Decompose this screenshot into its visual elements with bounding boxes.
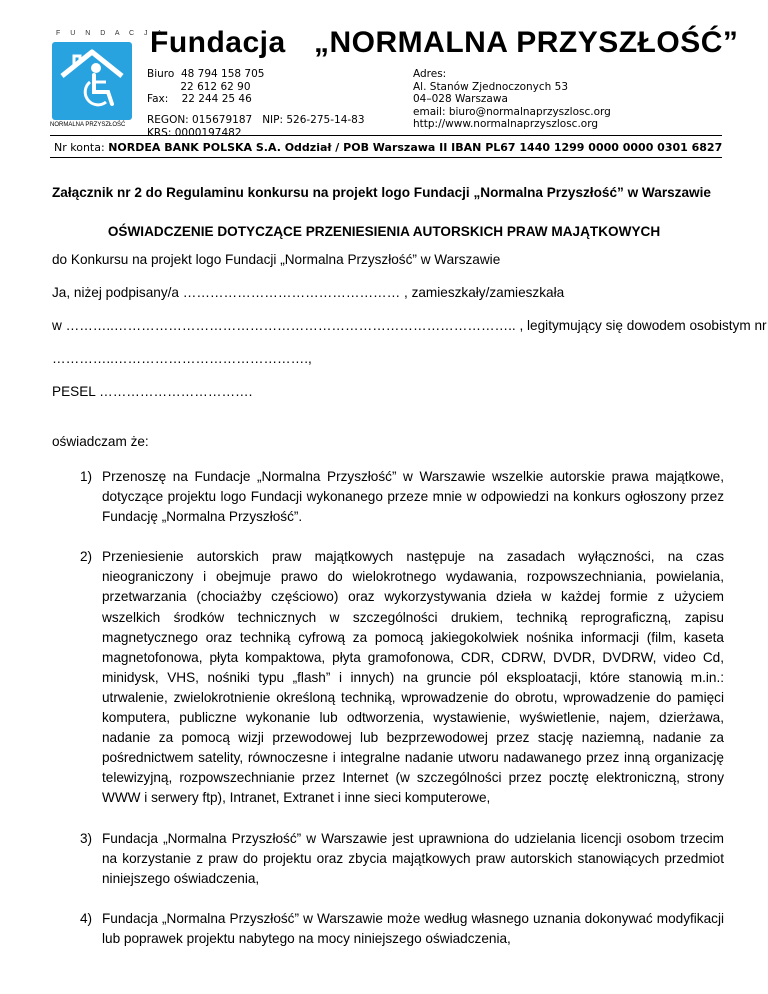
list-item bbox=[52, 547, 724, 808]
name-line: Ja, niżej podpisany/a ………………………………………… , zamieszkały/zamieszkała bbox=[52, 285, 565, 300]
address-block: Adres: Al. Stanów Zjednoczonych 53 04–028 Warszawa email: biuro@normalnaprzyszlosc.org http://www.normalnaprzyszlosc.org bbox=[413, 68, 611, 131]
list-item-text: Przeniesienie autorskich praw majątkowych następuje na zasadach wyłączności, na czas nieograniczony i obejmuje prawo do wielokrotnego wydawania, rozpowszechniania, powielania, przetwarzania (chociażby częściowo) oraz wykorzystywania dzieła w każdej formie z użyciem wszelkich środków technicznych w szczególności drukiem, techniką reprograficzną, zapisu magnetycznego oraz techniką cyfrową za pomocą jakiegokolwiek nośnika informacji (film, kaseta magnetofonowa, płyta kompaktowa, płyta gramofonowa, CDR, CDRW, DVDR, DVDRW, video Cd, minidysk, VHS, nośniki typu „flash” i innych) na gruncie pól eksploatacji, które stanowią m.in.: utrwalenie, zwielokrotnienie określoną techniką, wprowadzenie do obrotu, wprowadzenie do pamięci komputera, publiczne wykonanie lub odtworzenia, wystawienie, wyświetlenie, najem, dzierżawa, nadanie za pomocą wizji przewodowej lub bezprzewodowej przez stację naziemną, nadanie za pośrednictwem satelity, równoczesne i integralne nadanie utworu nadawanego przez inną organizację telewizyjną, rozpowszechnianie przez Internet (w szczególności przez pocztę elektroniczną, strony WWW i serwery ftp), Intranet, Extranet i inne sieci komputerowe, bbox=[102, 549, 724, 806]
logo-wheelchair-icon bbox=[52, 42, 132, 120]
bank-value: NORDEA BANK POLSKA S.A. Oddział / POB Warszawa II IBAN PL67 1440 1299 0000 0000 0301 6827 bbox=[108, 141, 723, 154]
list-item bbox=[52, 909, 724, 949]
attachment-title: Załącznik nr 2 do Regulaminu konkursu na projekt logo Fundacji „Normalna Przyszłość” w Warszawie bbox=[52, 185, 711, 200]
declaration-list bbox=[52, 467, 724, 949]
list-item-text: Przenoszę na Fundacje „Normalna Przyszłość” w Warszawie wszelkie autorskie prawa majątkowe, dotyczące projektu logo Fundacji wykonanego przeze mnie w odpowiedzi na konkurs ogłoszony przez Fundację „Normalna Przyszłość”. bbox=[102, 469, 724, 525]
list-item-number: 1) bbox=[80, 469, 93, 484]
document-heading: OŚWIADCZENIE DOTYCZĄCE PRZENIESIENIA AUTORSKICH PRAW MAJĄTKOWYCH bbox=[107, 224, 661, 239]
document-subheading: do Konkursu na projekt logo Fundacji „Normalna Przyszłość” w Warszawie bbox=[52, 252, 501, 267]
list-item-number: 3) bbox=[80, 830, 93, 846]
title-part2: „NORMALNA PRZYSZŁOŚĆ” bbox=[314, 26, 739, 59]
bank-label: Nr konta: bbox=[54, 141, 105, 154]
header-divider-top bbox=[50, 135, 722, 136]
logo-caption: NORMALNA PRZYSZŁOŚĆ bbox=[50, 122, 126, 128]
phone-numbers: Biuro 48 794 158 705 22 612 62 90 Fax: 22 244 25 46 bbox=[147, 68, 265, 106]
header-divider-bottom bbox=[50, 157, 722, 158]
address-line: w ………..…………………………………………………………………………….. , legitymujący się dowodem osobistym nr bbox=[52, 318, 767, 333]
list-item-text: Fundacja „Normalna Przyszłość” w Warszawie może według własnego uznania dokonywać modyfikacji lub poprawek projektu nabytego na mocy niniejszego oświadczenia, bbox=[102, 910, 724, 946]
title-part1: Fundacja bbox=[150, 26, 286, 59]
logo-top-text: F U N D A C J A bbox=[56, 30, 166, 37]
list-item-text: Fundacja „Normalna Przyszłość” w Warszawie jest uprawniona do udzielania licencji osobom trzecim na korzystanie z praw do projektu oraz zbycia majątkowych praw autorskich stanowiących przedmiot niniejszego oświadczenia, bbox=[102, 830, 724, 886]
list-item bbox=[52, 829, 724, 889]
declaration-intro: oświadczam że: bbox=[52, 434, 149, 449]
list-item-number: 2) bbox=[80, 549, 93, 565]
registry-numbers: REGON: 015679187 NIP: 526-275-14-83 KRS: 0000197482 bbox=[147, 114, 365, 139]
bank-account bbox=[54, 141, 722, 154]
list-item-number: 4) bbox=[80, 910, 93, 926]
foundation-title bbox=[150, 26, 739, 60]
pesel-line: PESEL ……………………………. bbox=[52, 384, 253, 399]
id-line: …………..……………………………………., bbox=[52, 351, 312, 366]
list-item bbox=[52, 467, 724, 527]
foundation-logo bbox=[52, 42, 132, 120]
